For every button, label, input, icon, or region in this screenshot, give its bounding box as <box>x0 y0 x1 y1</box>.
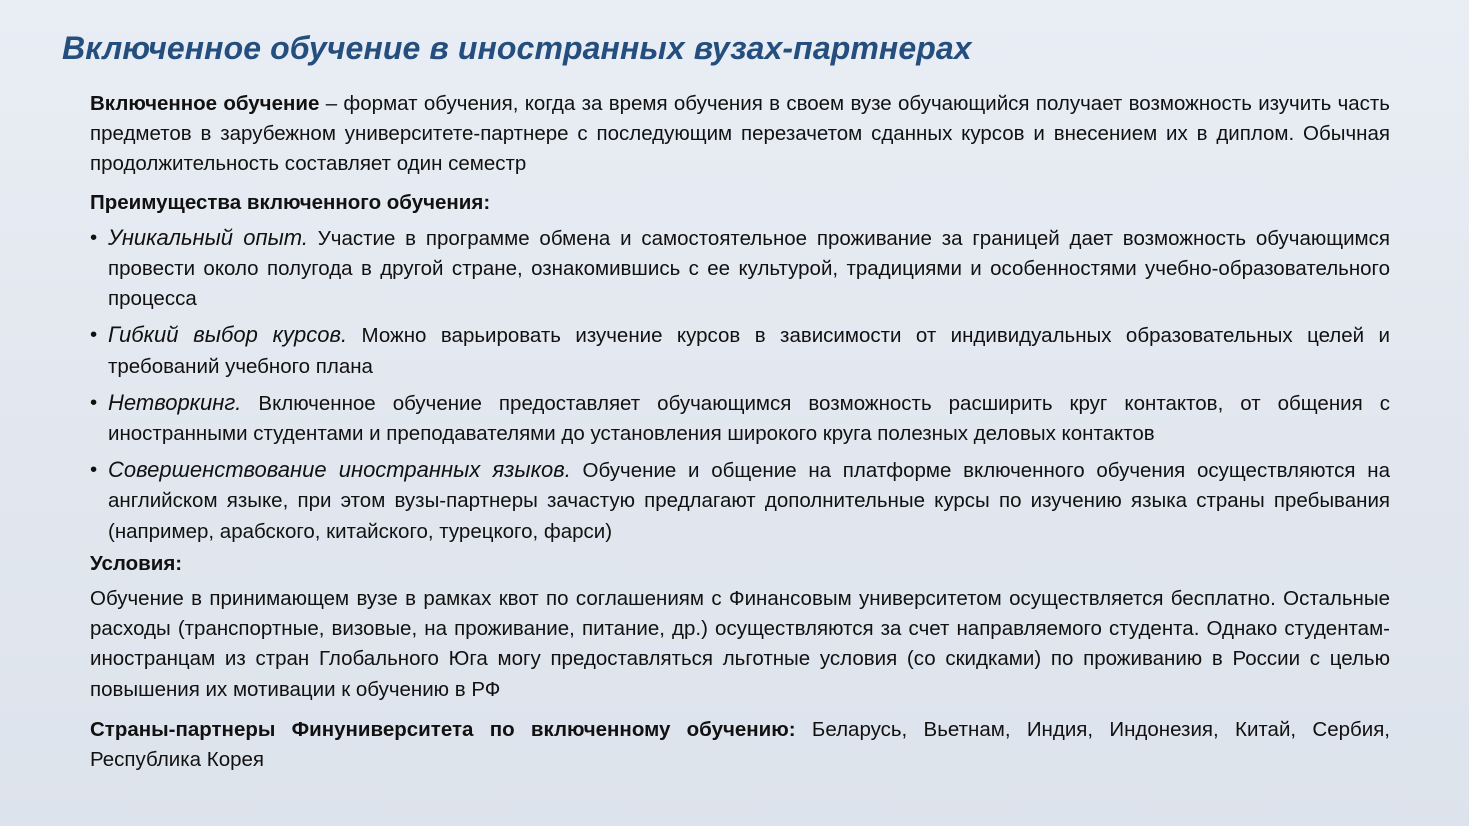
intro-definition: – формат обучения, когда за время обучения в своем вузе обучающийся получает возможность изучить часть предметов в зарубежном университете-партнере с последующим перезачетом сданных курсов и внесением их в диплом. Обычная продолжительность составляет один семестр <box>90 92 1390 176</box>
partners-countries: Беларусь, Вьетнам, Индия, Индонезия, Китай, Сербия, Республика Корея <box>90 717 1390 772</box>
bullet-icon: • <box>90 225 98 249</box>
advantage-title: Уникальный опыт. <box>108 224 308 250</box>
intro-term: Включенное обучение <box>90 92 320 115</box>
advantage-title: Нетворкинг. <box>108 389 242 415</box>
list-item <box>90 455 1390 547</box>
slide-title: Включенное обучение в иностранных вузах-партнерах <box>62 30 972 66</box>
slide-content <box>90 89 1390 775</box>
advantage-text: Участие в программе обмена и самостоятельное проживание за границей дает возможность обучающимся провести около полугода в другой стране, ознакомившись с ее культурой, традициями и особенностями учебно-образовательного процесса <box>108 226 1391 311</box>
bullet-icon: • <box>90 323 98 347</box>
list-item <box>90 388 1390 449</box>
conditions-heading: Условия: <box>90 551 183 575</box>
bullet-icon: • <box>90 390 98 414</box>
advantage-text: Можно варьировать изучение курсов в зависимости от индивидуальных образовательных целей и требований учебного плана <box>108 324 1390 378</box>
advantages-heading: Преимущества включенного обучения: <box>90 190 491 214</box>
intro-paragraph <box>90 89 1390 180</box>
bullet-icon: • <box>90 458 98 482</box>
advantage-text: Включенное обучение предоставляет обучающимся возможность расширить круг контактов, от общения с иностранными студентами и преподавателями до установления широкого круга полезных деловых контактов <box>108 391 1390 446</box>
advantages-list <box>90 223 1390 547</box>
advantage-title: Совершенствование иностранных языков. <box>108 457 571 483</box>
list-item <box>90 320 1390 381</box>
list-item <box>90 223 1390 315</box>
partners-label: Страны-партнеры Финуниверситета по включенному обучению: <box>90 717 796 741</box>
conditions-text: Обучение в принимающем вузе в рамках квот по соглашениям с Финансовым университетом осуществляется бесплатно. Остальные расходы (транспортные, визовые, на проживание, питание, др.) осуществляются за счет направляемого студента. Однако студентам-иностранцам из стран Глобального Юга могу предоставляться льготные условия (со скидками) по проживанию в России с целью повышения их мотивации к обучению в РФ <box>90 587 1390 701</box>
advantage-title: Гибкий выбор курсов. <box>108 322 348 348</box>
advantage-text: Обучение и общение на платформе включенного обучения осуществляются на английском языке, при этом вузы-партнеры зачастую предлагают дополнительные курсы по изучению языка страны пребывания (например, арабского, китайского, турецкого, фарси) <box>108 459 1390 543</box>
partners-paragraph <box>90 715 1390 775</box>
